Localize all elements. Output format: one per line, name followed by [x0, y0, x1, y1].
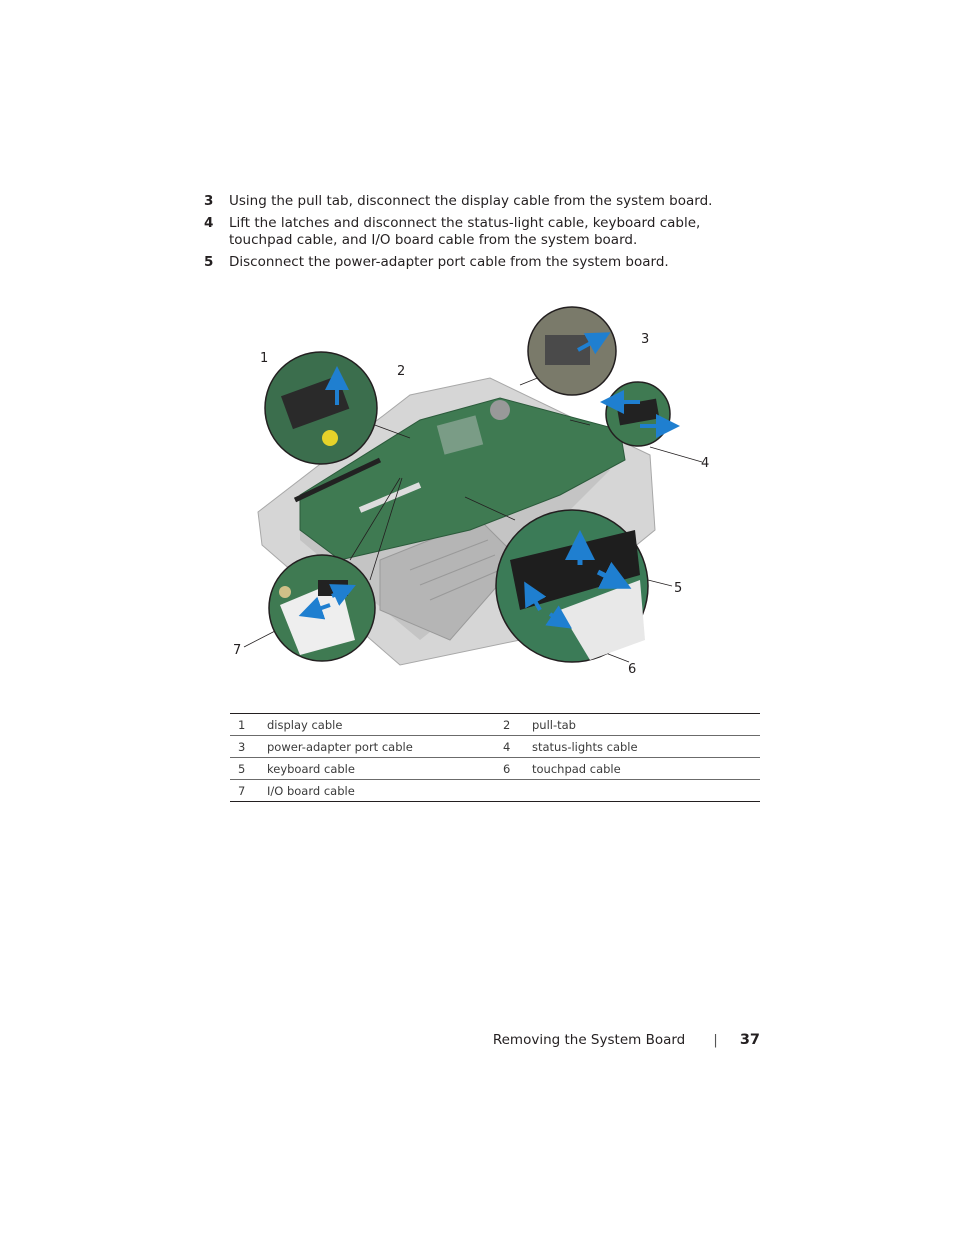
legend-label: pull-tab	[532, 714, 760, 736]
callout-4: 4	[701, 456, 710, 471]
page-number: 37	[739, 1032, 760, 1048]
legend-number: 3	[230, 736, 267, 758]
legend-label: touchpad cable	[532, 758, 760, 780]
detail-circle-status-lights-cable	[606, 382, 670, 446]
detail-circle-io-board-cable	[269, 555, 375, 661]
legend-number: 4	[495, 736, 532, 758]
legend-number: 6	[495, 758, 532, 780]
table-row	[230, 714, 760, 736]
page-footer	[493, 1032, 760, 1048]
step-number: 3	[204, 193, 214, 209]
callout-1: 1	[260, 351, 269, 366]
step-text: Using the pull tab, disconnect the display cable from the system board.	[229, 193, 713, 209]
legend-label: power-adapter port cable	[267, 736, 495, 758]
step-text: Lift the latches and disconnect the status-light cable, keyboard cable, touchpad cable, and I/O board cable from the system board.	[229, 215, 701, 248]
legend-number	[495, 780, 532, 802]
footer-separator: |	[713, 1032, 718, 1048]
callout-legend-table	[230, 713, 760, 802]
legend-label: I/O board cable	[267, 780, 495, 802]
callout-5: 5	[674, 581, 683, 596]
section-title: Removing the System Board	[492, 1032, 686, 1048]
table-row	[230, 780, 760, 802]
callout-7: 7	[233, 643, 242, 658]
legend-label: keyboard cable	[267, 758, 495, 780]
detail-circle-display-cable	[265, 352, 377, 464]
callout-3: 3	[641, 332, 650, 347]
detail-circle-keyboard-touchpad	[496, 510, 648, 662]
table-row	[230, 736, 760, 758]
legend-number: 5	[230, 758, 267, 780]
step-number: 5	[204, 254, 214, 270]
step-text: Disconnect the power-adapter port cable from the system board.	[229, 254, 669, 270]
legend-label: display cable	[267, 714, 495, 736]
system-board-illustration	[230, 300, 720, 700]
detail-circle-power-adapter-port	[528, 307, 616, 395]
callout-6: 6	[628, 662, 637, 677]
legend-number: 2	[495, 714, 532, 736]
legend-label	[532, 780, 760, 802]
legend-number: 1	[230, 714, 267, 736]
legend-number: 7	[230, 780, 267, 802]
legend-label: status-lights cable	[532, 736, 760, 758]
table-row	[230, 758, 760, 780]
step-number: 4	[204, 215, 214, 231]
callout-2: 2	[397, 364, 406, 379]
